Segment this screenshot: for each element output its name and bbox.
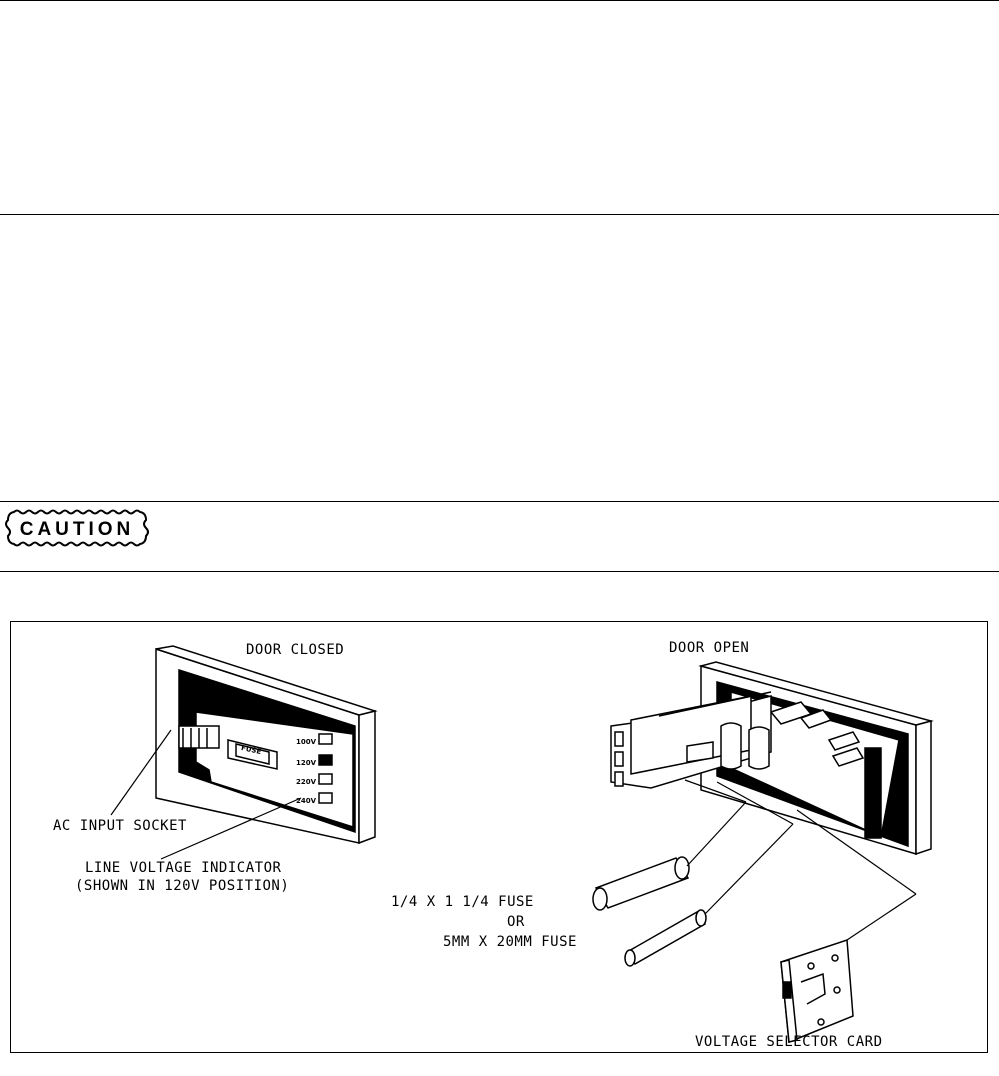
line-voltage-indicator-label: LINE VOLTAGE INDICATOR: [85, 860, 282, 876]
fuse-large: [593, 857, 689, 910]
section-rule-3: [0, 571, 999, 572]
door-open-label: DOOR OPEN: [669, 640, 750, 656]
section-rule-1: [0, 214, 999, 215]
voltage-100v-label: 100V: [296, 738, 317, 746]
caution-badge: [4, 508, 150, 548]
caution-label: CAUTION: [19, 519, 135, 540]
voltage-selector-card-label: VOLTAGE SELECTOR CARD: [695, 1034, 883, 1050]
door-closed-label: DOOR CLOSED: [246, 642, 345, 658]
top-rule: [0, 0, 999, 1]
voltage-120v-label: 120V: [296, 759, 317, 767]
voltage-240v-label: 240V: [296, 797, 317, 805]
caution-wavy-frame: [4, 508, 150, 548]
shown-in-position-label: (SHOWN IN 120V POSITION): [75, 878, 290, 894]
door-open-module: [611, 662, 931, 854]
fuse-or-label: OR: [507, 914, 525, 930]
fuse-large-label: 1/4 X 1 1/4 FUSE: [391, 894, 534, 910]
voltage-selector-card: [781, 940, 853, 1042]
fuse-small-label: 5MM X 20MM FUSE: [443, 934, 577, 950]
fuse-small: [625, 910, 706, 966]
ac-input-socket-label: AC INPUT SOCKET: [53, 818, 187, 834]
fuse-slot-label: FUSE: [240, 743, 262, 757]
voltage-220v-label: 220V: [296, 778, 317, 786]
figure-panel: [10, 621, 988, 1053]
fuse-module-drawing: [11, 622, 987, 1052]
section-rule-2: [0, 501, 999, 502]
